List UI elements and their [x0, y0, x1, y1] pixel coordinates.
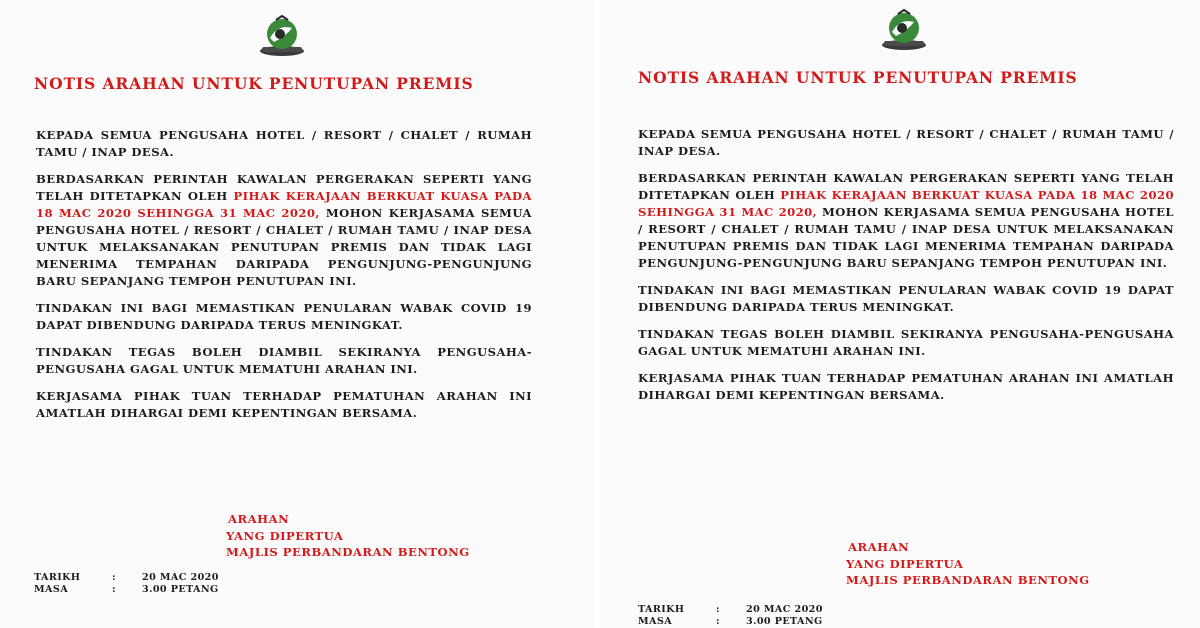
- signature-line-3: MAJLIS PERBANDARAN BENTONG: [226, 545, 470, 559]
- time-separator: :: [716, 616, 720, 627]
- signature-line-1: ARAHAN: [848, 540, 910, 554]
- time-row: [638, 616, 823, 628]
- date-label: TARIKH: [638, 604, 685, 615]
- notice-body: [638, 126, 1174, 414]
- notice-body: [36, 127, 532, 432]
- signature-line-2: YANG DIPERTUA: [226, 528, 344, 543]
- signature-line-3: MAJLIS PERBANDARAN BENTONG: [846, 573, 1090, 587]
- paragraph-order: [638, 170, 1174, 272]
- order-text-start: BERDASARKAN PERINTAH KAWALAN PERGERAKAN SEPERTI YANG TELAH DITETAPKAN OLEH: [36, 172, 532, 203]
- time-row: [34, 584, 219, 596]
- signature-block: [846, 539, 1090, 589]
- signature-line-2: YANG DIPERTUA: [846, 556, 964, 571]
- time-value: 3.00 PETANG: [142, 584, 219, 595]
- date-value: 20 MAC 2020: [142, 572, 219, 583]
- municipal-crest-icon: [878, 8, 930, 54]
- paragraph-purpose: TINDAKAN INI BAGI MEMASTIKAN PENULARAN WABAK COVID 19 DAPAT DIBENDUNG DARIPADA TERUS MENINGKAT.: [36, 301, 532, 332]
- paragraph-warning: TINDAKAN TEGAS BOLEH DIAMBIL SEKIRANYA PENGUSAHA-PENGUSAHA GAGAL UNTUK MEMATUHI ARAHAN INI.: [36, 345, 532, 376]
- date-separator: :: [112, 572, 116, 583]
- paragraph-addressee: KEPADA SEMUA PENGUSAHA HOTEL / RESORT / CHALET / RUMAH TAMU / INAP DESA.: [36, 128, 532, 159]
- notice-page-right: [600, 0, 1200, 628]
- date-time-block: [638, 604, 823, 628]
- paragraph-purpose: TINDAKAN INI BAGI MEMASTIKAN PENULARAN WABAK COVID 19 DAPAT DIBENDUNG DARIPADA TERUS MENINGKAT.: [638, 283, 1174, 314]
- date-time-block: [34, 572, 219, 596]
- order-text-end: MOHON KERJASAMA SEMUA PENGUSAHA HOTEL / RESORT / CHALET / RUMAH TAMU / INAP DESA UNTUK MELAKSANAKAN PENUTUPAN PREMIS DAN TIDAK LAGI MENERIMA TEMPAHAN DARIPADA PENGUNJUNG-PENGUNJUNG BARU SEPANJANG TEMPOH PENUTUPAN INI.: [638, 205, 1174, 270]
- signature-block: [226, 511, 470, 561]
- notice-page-left: [0, 0, 594, 628]
- notice-title: NOTIS ARAHAN UNTUK PENUTUPAN PREMIS: [638, 68, 1078, 87]
- paragraph-closing: KERJASAMA PIHAK TUAN TERHADAP PEMATUHAN ARAHAN INI AMATLAH DIHARGAI DEMI KEPENTINGAN BERSAMA.: [36, 389, 532, 420]
- notice-title: NOTIS ARAHAN UNTUK PENUTUPAN PREMIS: [34, 74, 474, 93]
- date-row: [638, 604, 823, 616]
- date-label: TARIKH: [34, 572, 81, 583]
- time-value: 3.00 PETANG: [746, 616, 823, 627]
- order-text-start: BERDASARKAN PERINTAH KAWALAN PERGERAKAN SEPERTI YANG TELAH DITETAPKAN OLEH: [638, 171, 1174, 202]
- paragraph-addressee: KEPADA SEMUA PENGUSAHA HOTEL / RESORT / CHALET / RUMAH TAMU / INAP DESA.: [638, 127, 1174, 158]
- order-highlight: PIHAK KERAJAAN BERKUAT KUASA PADA 18 MAC 2020 SEHINGGA 31 MAC 2020,: [638, 188, 1174, 219]
- date-separator: :: [716, 604, 720, 615]
- paragraph-order: [36, 171, 532, 290]
- paragraph-warning: TINDAKAN TEGAS BOLEH DIAMBIL SEKIRANYA PENGUSAHA-PENGUSAHA GAGAL UNTUK MEMATUHI ARAHAN INI.: [638, 327, 1174, 358]
- time-label: MASA: [638, 616, 673, 627]
- date-value: 20 MAC 2020: [746, 604, 823, 615]
- time-separator: :: [112, 584, 116, 595]
- order-text-end: MOHON KERJASAMA SEMUA PENGUSAHA HOTEL / RESORT / CHALET / RUMAH TAMU / INAP DESA UNTUK MELAKSANAKAN PENUTUPAN PREMIS DAN TIDAK LAGI MENERIMA TEMPAHAN DARIPADA PENGUNJUNG-PENGUNJUNG BARU SEPANJANG TEMPOH PENUTUPAN INI.: [36, 206, 532, 288]
- municipal-crest-icon: [256, 14, 308, 60]
- order-highlight: PIHAK KERAJAAN BERKUAT KUASA PADA 18 MAC 2020 SEHINGGA 31 MAC 2020,: [36, 189, 532, 220]
- date-row: [34, 572, 219, 584]
- time-label: MASA: [34, 584, 69, 595]
- paragraph-closing: KERJASAMA PIHAK TUAN TERHADAP PEMATUHAN ARAHAN INI AMATLAH DIHARGAI DEMI KEPENTINGAN BERSAMA.: [638, 371, 1174, 402]
- signature-line-1: ARAHAN: [228, 512, 290, 526]
